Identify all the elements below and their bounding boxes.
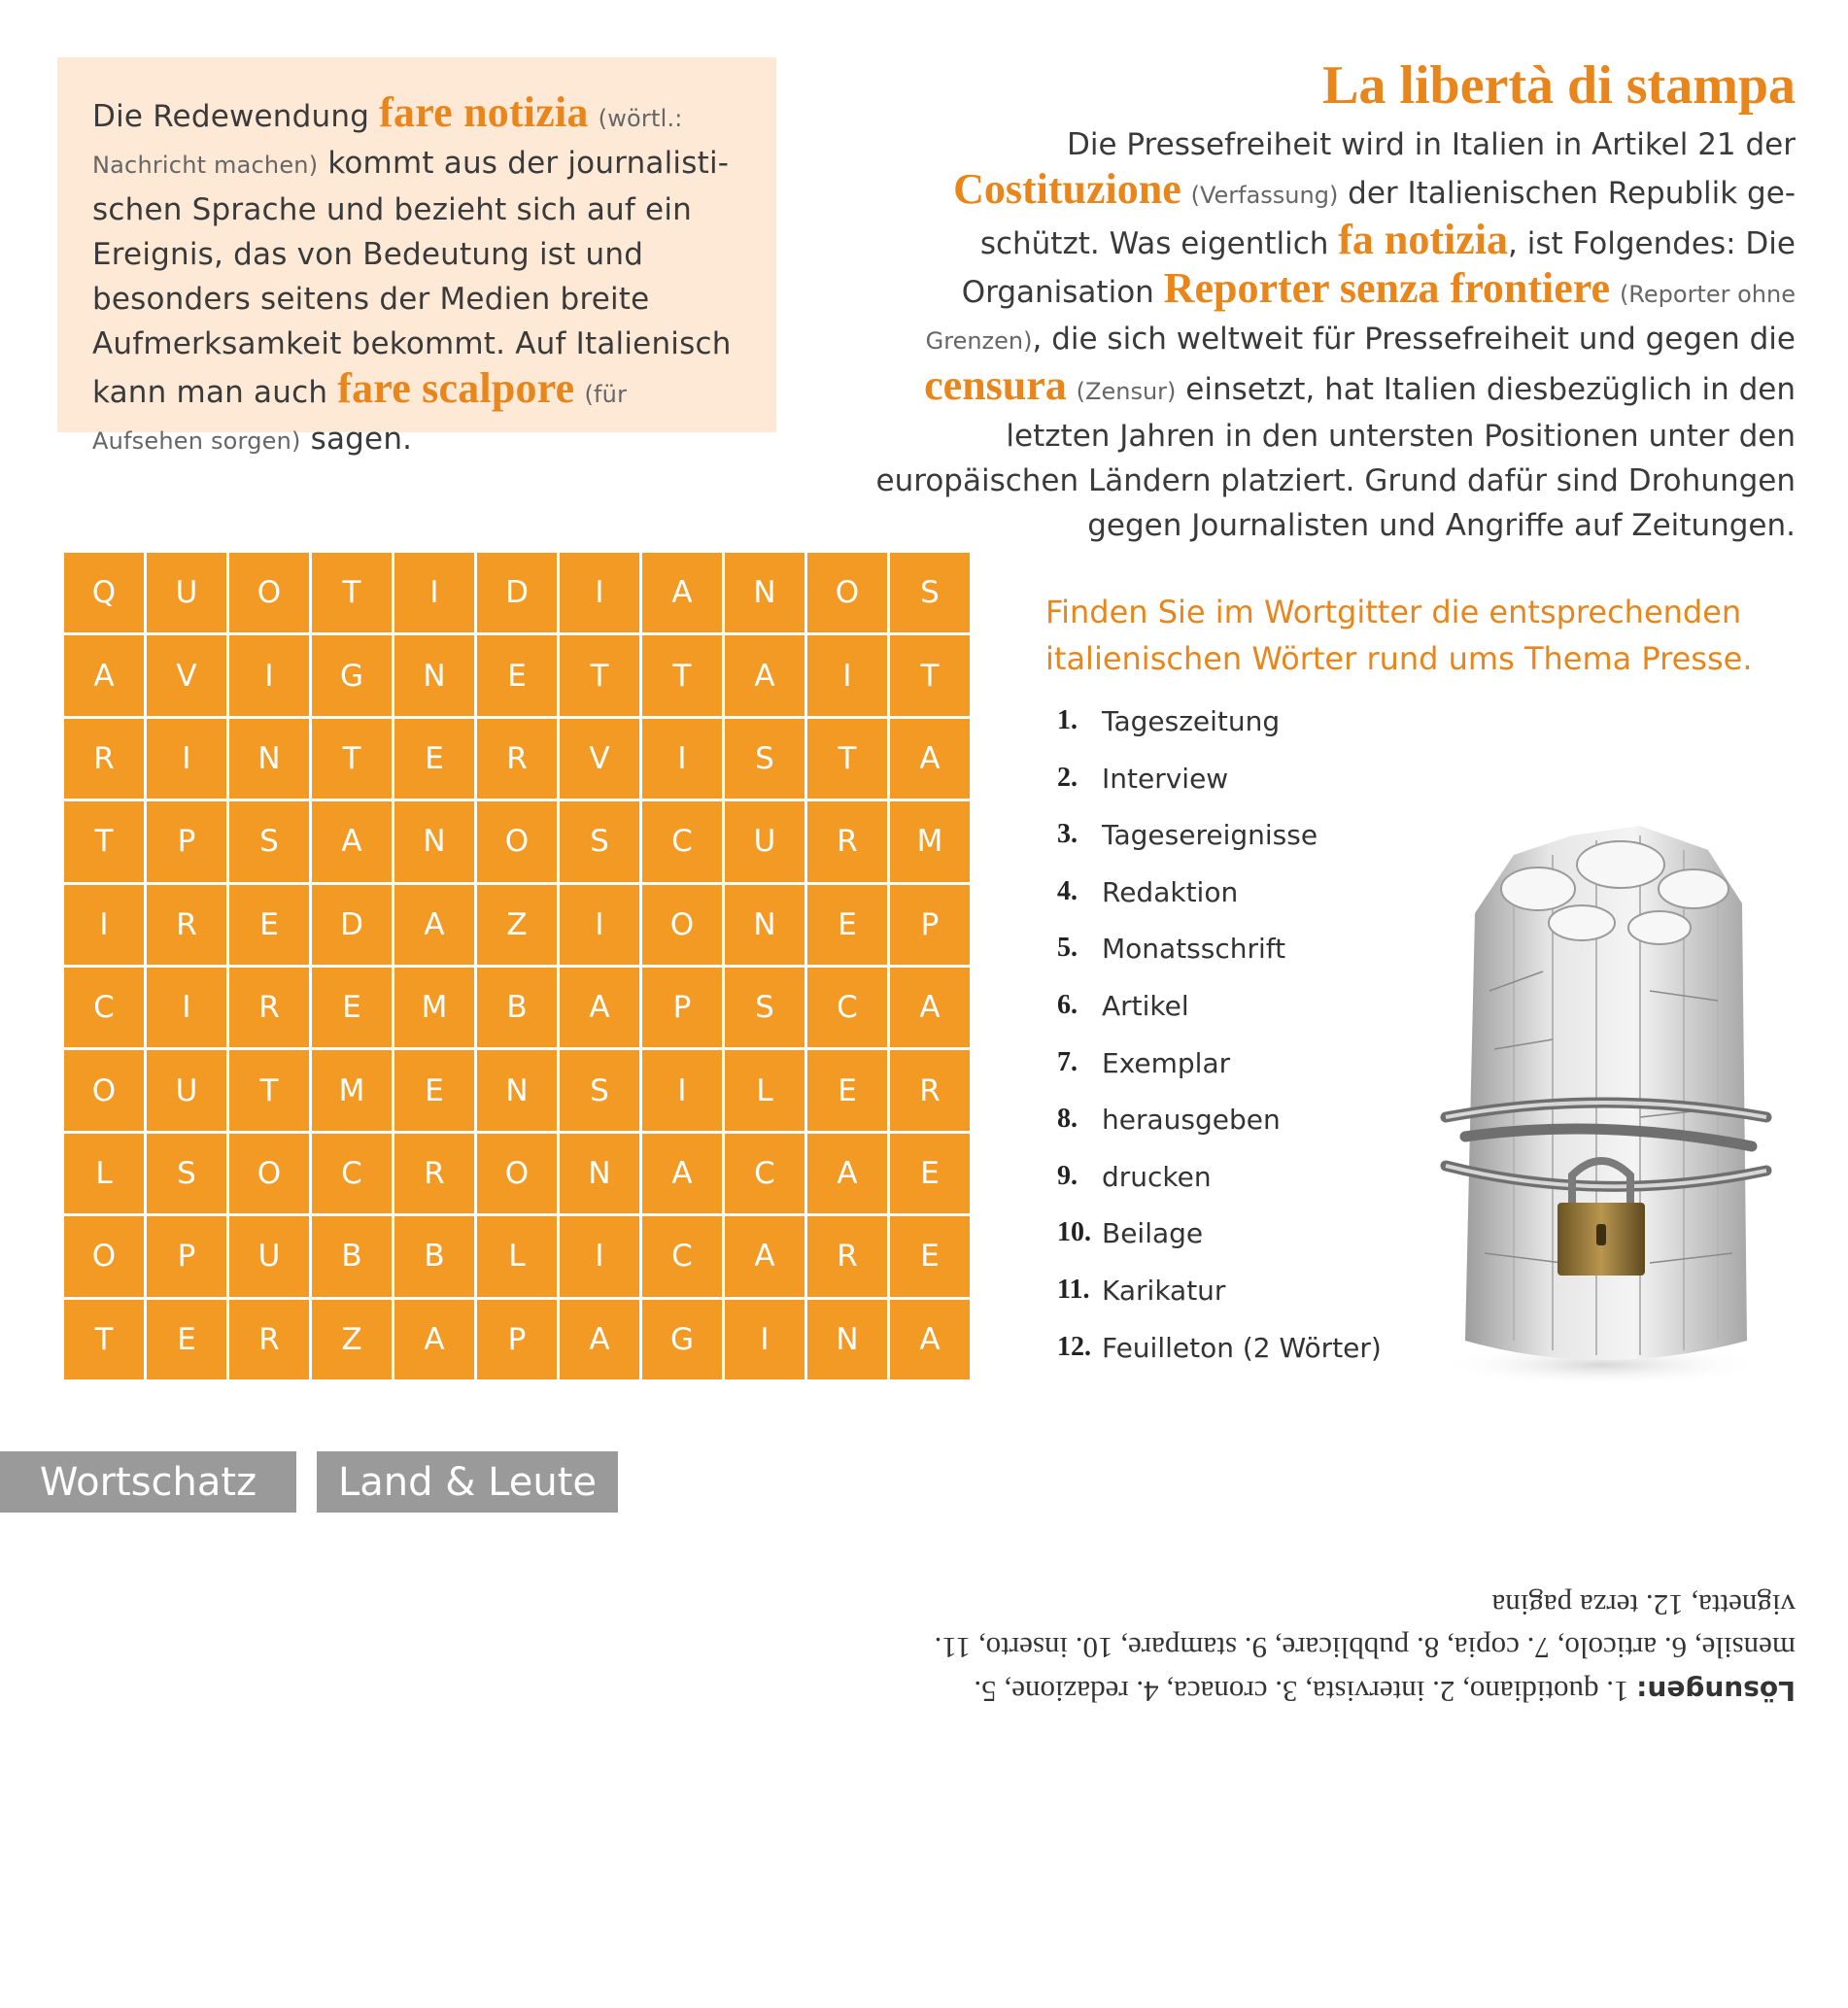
grid-cell: I	[560, 885, 639, 965]
article	[874, 51, 1796, 548]
info-text: Die Redewendung fare notizia (wörtl.: Nachricht machen) kommt aus der journalistischen Sprache und bezieht sich auf ein Ereignis, das von Bedeutung ist und besonders seitens der Medien breite Aufmerksamkeit bekommt. Auf Italienisch kann man auch fare scalpore (für Aufsehen sorgen) sagen.	[92, 88, 732, 457]
grid-cell: A	[807, 1134, 887, 1213]
grid-cell: L	[64, 1134, 144, 1213]
grid-cell: C	[642, 801, 722, 881]
grid-cell: B	[394, 1216, 474, 1296]
grid-cell: O	[807, 553, 887, 632]
solutions-upside-down: Lösungen: 1. quotidiano, 2. intervista, 3. cronaca, 4. redazione, 5. mensile, 6. articolo, 7. copia, 8. pubblicare, 9. stampare, 10. inserto, 11. vignetta, 12. terza pagina	[934, 1588, 1796, 1709]
grid-cell: R	[229, 1300, 309, 1379]
grid-cell: O	[64, 1216, 144, 1296]
grid-cell: Q	[64, 553, 144, 632]
grid-cell: E	[229, 885, 309, 965]
grid-cell: P	[147, 801, 226, 881]
grid-cell: N	[725, 885, 804, 965]
grid-cell: A	[890, 1300, 970, 1379]
grid-cell: R	[229, 968, 309, 1047]
grid-cell: G	[312, 635, 392, 715]
grid-cell: N	[725, 553, 804, 632]
grid-cell: T	[560, 635, 639, 715]
info-box	[57, 57, 776, 457]
grid-cell: U	[725, 801, 804, 881]
grid-cell: S	[725, 719, 804, 799]
grid-cell: C	[807, 968, 887, 1047]
grid-cell: S	[229, 801, 309, 881]
grid-cell: D	[312, 885, 392, 965]
grid-cell: I	[642, 1050, 722, 1130]
grid-cell: M	[312, 1050, 392, 1130]
grid-cell: R	[394, 1134, 474, 1213]
grid-cell: V	[147, 635, 226, 715]
grid-cell: A	[560, 1300, 639, 1379]
grid-cell: G	[642, 1300, 722, 1379]
grid-cell: R	[890, 1050, 970, 1130]
article-title: La libertà di stampa	[1322, 55, 1796, 116]
clue-item: 3. Tagesereignisse	[1057, 819, 1318, 852]
clue-item: 4. Redaktion	[1057, 875, 1239, 908]
grid-cell: E	[807, 1050, 887, 1130]
grid-cell: Z	[312, 1300, 392, 1379]
highlight-fare-scalpore: fare scalpore	[337, 364, 575, 412]
highlight-fare-notizia: fare notizia	[379, 88, 589, 136]
grid-cell: A	[312, 801, 392, 881]
grid-cell: P	[477, 1300, 557, 1379]
grid-cell: E	[890, 1134, 970, 1213]
grid-cell: T	[807, 719, 887, 799]
clue-item: 10. Beilage	[1057, 1217, 1204, 1250]
grid-cell: I	[560, 553, 639, 632]
grid-cell: T	[229, 1050, 309, 1130]
grid-cell: C	[725, 1134, 804, 1213]
grid-cell: A	[394, 885, 474, 965]
clue-item: 1. Tageszeitung	[1057, 705, 1281, 737]
grid-cell: E	[394, 719, 474, 799]
grid-cell: O	[642, 885, 722, 965]
grid-cell: P	[147, 1216, 226, 1296]
grid-cell: S	[725, 968, 804, 1047]
grid-cell: O	[229, 1134, 309, 1213]
grid-cell: I	[725, 1300, 804, 1379]
tab-land-und-leute[interactable]: Land & Leute	[317, 1451, 618, 1513]
grid-cell: A	[725, 1216, 804, 1296]
grid-cell: N	[477, 1050, 557, 1130]
grid-cell: L	[725, 1050, 804, 1130]
grid-cell: N	[394, 635, 474, 715]
grid-cell: I	[64, 885, 144, 965]
grid-cell: T	[642, 635, 722, 715]
grid-cell: I	[147, 719, 226, 799]
grid-cell: S	[560, 1050, 639, 1130]
grid-cell: T	[312, 553, 392, 632]
grid-cell: C	[642, 1216, 722, 1296]
instruction-text: Finden Sie im Wortgitter die entsprechenden italienischen Wörter rund ums Thema Presse.	[1045, 594, 1753, 677]
clue-item: 5. Monatsschrift	[1057, 933, 1286, 966]
grid-cell: O	[64, 1050, 144, 1130]
grid-cell: T	[312, 719, 392, 799]
grid-cell: N	[394, 801, 474, 881]
grid-cell: I	[147, 968, 226, 1047]
clue-item: 11. Karikatur	[1057, 1274, 1226, 1307]
grid-cell: R	[807, 801, 887, 881]
grid-cell: A	[890, 719, 970, 799]
grid-cell: I	[394, 553, 474, 632]
grid-cell: I	[807, 635, 887, 715]
grid-cell: N	[807, 1300, 887, 1379]
grid-cell: T	[890, 635, 970, 715]
grid-cell: I	[642, 719, 722, 799]
grid-cell: E	[394, 1050, 474, 1130]
grid-cell: R	[807, 1216, 887, 1296]
word-search-grid	[61, 550, 973, 1382]
grid-cell: R	[147, 885, 226, 965]
clue-item: 12. Feuilleton (2 Wörter)	[1057, 1331, 1382, 1364]
grid-cell: B	[477, 968, 557, 1047]
clue-item: 7. Exemplar	[1057, 1046, 1231, 1079]
tab-wortschatz[interactable]: Wortschatz	[0, 1451, 296, 1513]
grid-cell: A	[642, 553, 722, 632]
grid-cell: N	[229, 719, 309, 799]
grid-cell: I	[229, 635, 309, 715]
grid-cell: A	[642, 1134, 722, 1213]
clue-item: 2. Interview	[1057, 762, 1229, 795]
clue-item: 6. Artikel	[1057, 989, 1189, 1022]
grid-cell: O	[477, 801, 557, 881]
grid-cell: A	[725, 635, 804, 715]
grid-cell: A	[64, 635, 144, 715]
grid-cell: T	[64, 1300, 144, 1379]
grid-cell: E	[147, 1300, 226, 1379]
clue-item: 9. drucken	[1057, 1160, 1212, 1193]
grid-cell: U	[147, 553, 226, 632]
grid-cell: R	[64, 719, 144, 799]
grid-cell: D	[477, 553, 557, 632]
grid-cell: C	[312, 1134, 392, 1213]
grid-cell: N	[560, 1134, 639, 1213]
chained-newspapers-image	[1407, 797, 1796, 1389]
grid-cell: S	[147, 1134, 226, 1213]
grid-cell: L	[477, 1216, 557, 1296]
grid-cell: U	[229, 1216, 309, 1296]
grid-cell: E	[312, 968, 392, 1047]
grid-cell: M	[394, 968, 474, 1047]
grid-cell: M	[890, 801, 970, 881]
grid-cell: U	[147, 1050, 226, 1130]
clue-list	[1057, 705, 1382, 1388]
grid-cell: I	[560, 1216, 639, 1296]
grid-cell: P	[642, 968, 722, 1047]
grid-cell: A	[890, 968, 970, 1047]
grid-cell: T	[64, 801, 144, 881]
grid-cell: P	[890, 885, 970, 965]
grid-cell: V	[560, 719, 639, 799]
grid-cell: A	[394, 1300, 474, 1379]
grid-cell: Z	[477, 885, 557, 965]
grid-cell: E	[477, 635, 557, 715]
article-body: Die Pressefreiheit wird in Italien in Artikel 21 der Costituzione (Verfassung) der Italienischen Republik geschützt. Was eigentlich fa notizia, ist Folgendes: Die Organisation Reporter senza frontiere (Reporter ohne Grenzen), die sich weltweit für Pressefreiheit und gegen die censura (Zensur) einsetzt, hat Italien diesbezüglich in den letzten Jahren in den untersten Positionen unter den europäischen Ländern platziert. Grund dafür sind Drohungen gegen Journalisten und Angriffe auf Zeitungen.	[875, 127, 1796, 543]
grid-cell: E	[890, 1216, 970, 1296]
grid-cell: E	[807, 885, 887, 965]
clue-item: 8. herausgeben	[1057, 1104, 1281, 1137]
grid-cell: R	[477, 719, 557, 799]
grid-cell: O	[477, 1134, 557, 1213]
grid-cell: A	[560, 968, 639, 1047]
grid-cell: C	[64, 968, 144, 1047]
grid-cell: O	[229, 553, 309, 632]
grid-cell: S	[890, 553, 970, 632]
grid-cell: B	[312, 1216, 392, 1296]
grid-cell: S	[560, 801, 639, 881]
